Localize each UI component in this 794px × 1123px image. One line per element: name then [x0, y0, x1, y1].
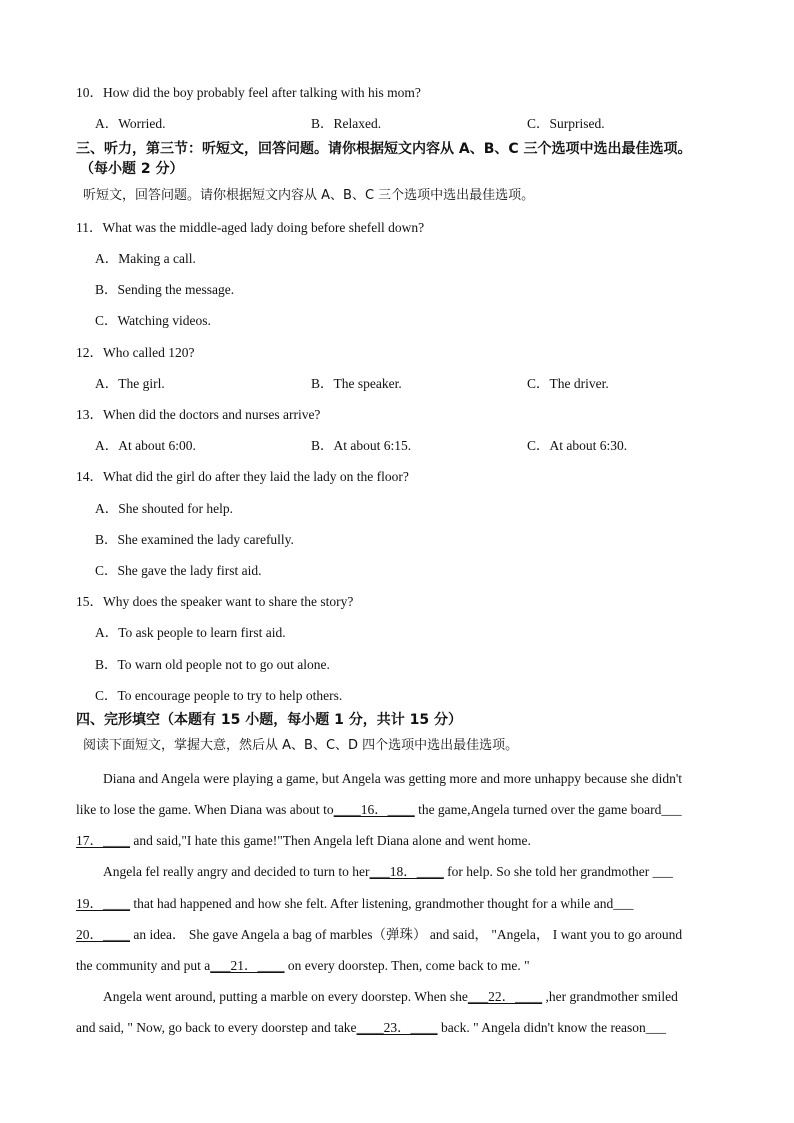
q14-option-a: A．She shouted for help.: [95, 501, 233, 516]
blank-18: ___18．____: [369, 864, 444, 879]
passage-text: back. " Angela didn't know the reason___: [437, 1020, 666, 1035]
passage-line: [76, 957, 530, 975]
question-11: 11．What was the middle-aged lady doing before shefell down?: [76, 220, 425, 235]
passage-text: the community and put a: [76, 958, 211, 973]
passage-line: [76, 895, 634, 913]
passage-text: for help. So she told her grandmother ___: [443, 864, 673, 879]
q15-option-b: B．To warn old people not to go out alone.: [95, 657, 330, 672]
blank-21: ___21．____: [210, 958, 285, 973]
passage-line: [103, 863, 673, 881]
q11-option-a: A．Making a call.: [95, 251, 196, 266]
q14-option-b: B．She examined the lady carefully.: [95, 532, 294, 547]
blank-23: ____23．____: [356, 1020, 438, 1035]
passage-text: Angela fel really angry and decided to turn to her: [103, 864, 370, 879]
passage-text: like to lose the game. When Diana was about to: [76, 802, 334, 817]
blank-16: ____16．____: [333, 802, 415, 817]
passage-text: the game,Angela turned over the game board___: [414, 802, 682, 817]
q15-option-a: A．To ask people to learn first aid.: [95, 625, 286, 640]
q10-option-a: A．Worried.: [95, 116, 166, 131]
q11-option-c: C．Watching videos.: [95, 313, 211, 328]
q15-option-c: C．To encourage people to try to help others.: [95, 688, 343, 703]
q12-option-b: B．The speaker.: [311, 376, 402, 391]
section-4-heading: 四、完形填空（本题有 15 小题，每小题 1 分，共计 15 分）: [76, 712, 462, 728]
blank-22: ___22．____: [467, 989, 543, 1004]
passage-text: an idea． She gave Angela a bag of marbles（弹珠） and said， "Angela， I want you to go around: [130, 927, 683, 942]
passage-line: [76, 926, 682, 944]
section-3-heading-points: （每小题 2 分）: [80, 161, 184, 177]
section-3-instruction: 听短文，回答问题。请你根据短文内容从 A、B、C 三个选项中选出最佳选项。: [83, 188, 535, 203]
passage-line: [76, 832, 531, 850]
q13-option-a: A．At about 6:00.: [95, 438, 196, 453]
blank-20: 20．____: [76, 927, 130, 942]
question-10: 10．How did the boy probably feel after talking with his mom?: [76, 85, 421, 100]
passage-text: ,her grandmother smiled: [542, 989, 678, 1004]
section-4-instruction: 阅读下面短文，掌握大意，然后从 A、B、C、D 四个选项中选出最佳选项。: [83, 738, 519, 753]
question-15: 15．Why does the speaker want to share the story?: [76, 594, 354, 609]
passage-text: and said,"I hate this game!"Then Angela left Diana alone and went home.: [130, 833, 531, 848]
passage-text: and said, " Now, go back to every doorstep and take: [76, 1020, 357, 1035]
blank-17: 17．____: [76, 833, 130, 848]
passage-text: on every doorstep. Then, come back to me. ": [284, 958, 530, 973]
passage-text: that had happened and how she felt. After listening, grandmother thought for a while and___: [130, 896, 634, 911]
passage-line: [76, 1019, 666, 1037]
question-14: 14．What did the girl do after they laid the lady on the floor?: [76, 469, 409, 484]
q11-option-b: B．Sending the message.: [95, 282, 235, 297]
question-12: 12．Who called 120?: [76, 345, 195, 360]
q13-option-c: C．At about 6:30.: [527, 438, 628, 453]
q10-option-b: B．Relaxed.: [311, 116, 382, 131]
passage-line: Diana and Angela were playing a game, but Angela was getting more and more unhappy because she didn't: [103, 771, 683, 786]
passage-line: [76, 801, 682, 819]
q12-option-c: C．The driver.: [527, 376, 609, 391]
section-3-heading: 三、听力，第三节：听短文，回答问题。请你根据短文内容从 A、B、C 三个选项中选出最佳选项。: [76, 141, 692, 157]
q14-option-c: C．She gave the lady first aid.: [95, 563, 262, 578]
q13-option-b: B．At about 6:15.: [311, 438, 412, 453]
question-13: 13．When did the doctors and nurses arrive?: [76, 407, 321, 422]
passage-text: Angela went around, putting a marble on every doorstep. When she: [103, 989, 468, 1004]
q12-option-a: A．The girl.: [95, 376, 165, 391]
passage-line: [103, 988, 678, 1006]
blank-19: 19．____: [76, 896, 130, 911]
q10-option-c: C．Surprised.: [527, 116, 605, 131]
